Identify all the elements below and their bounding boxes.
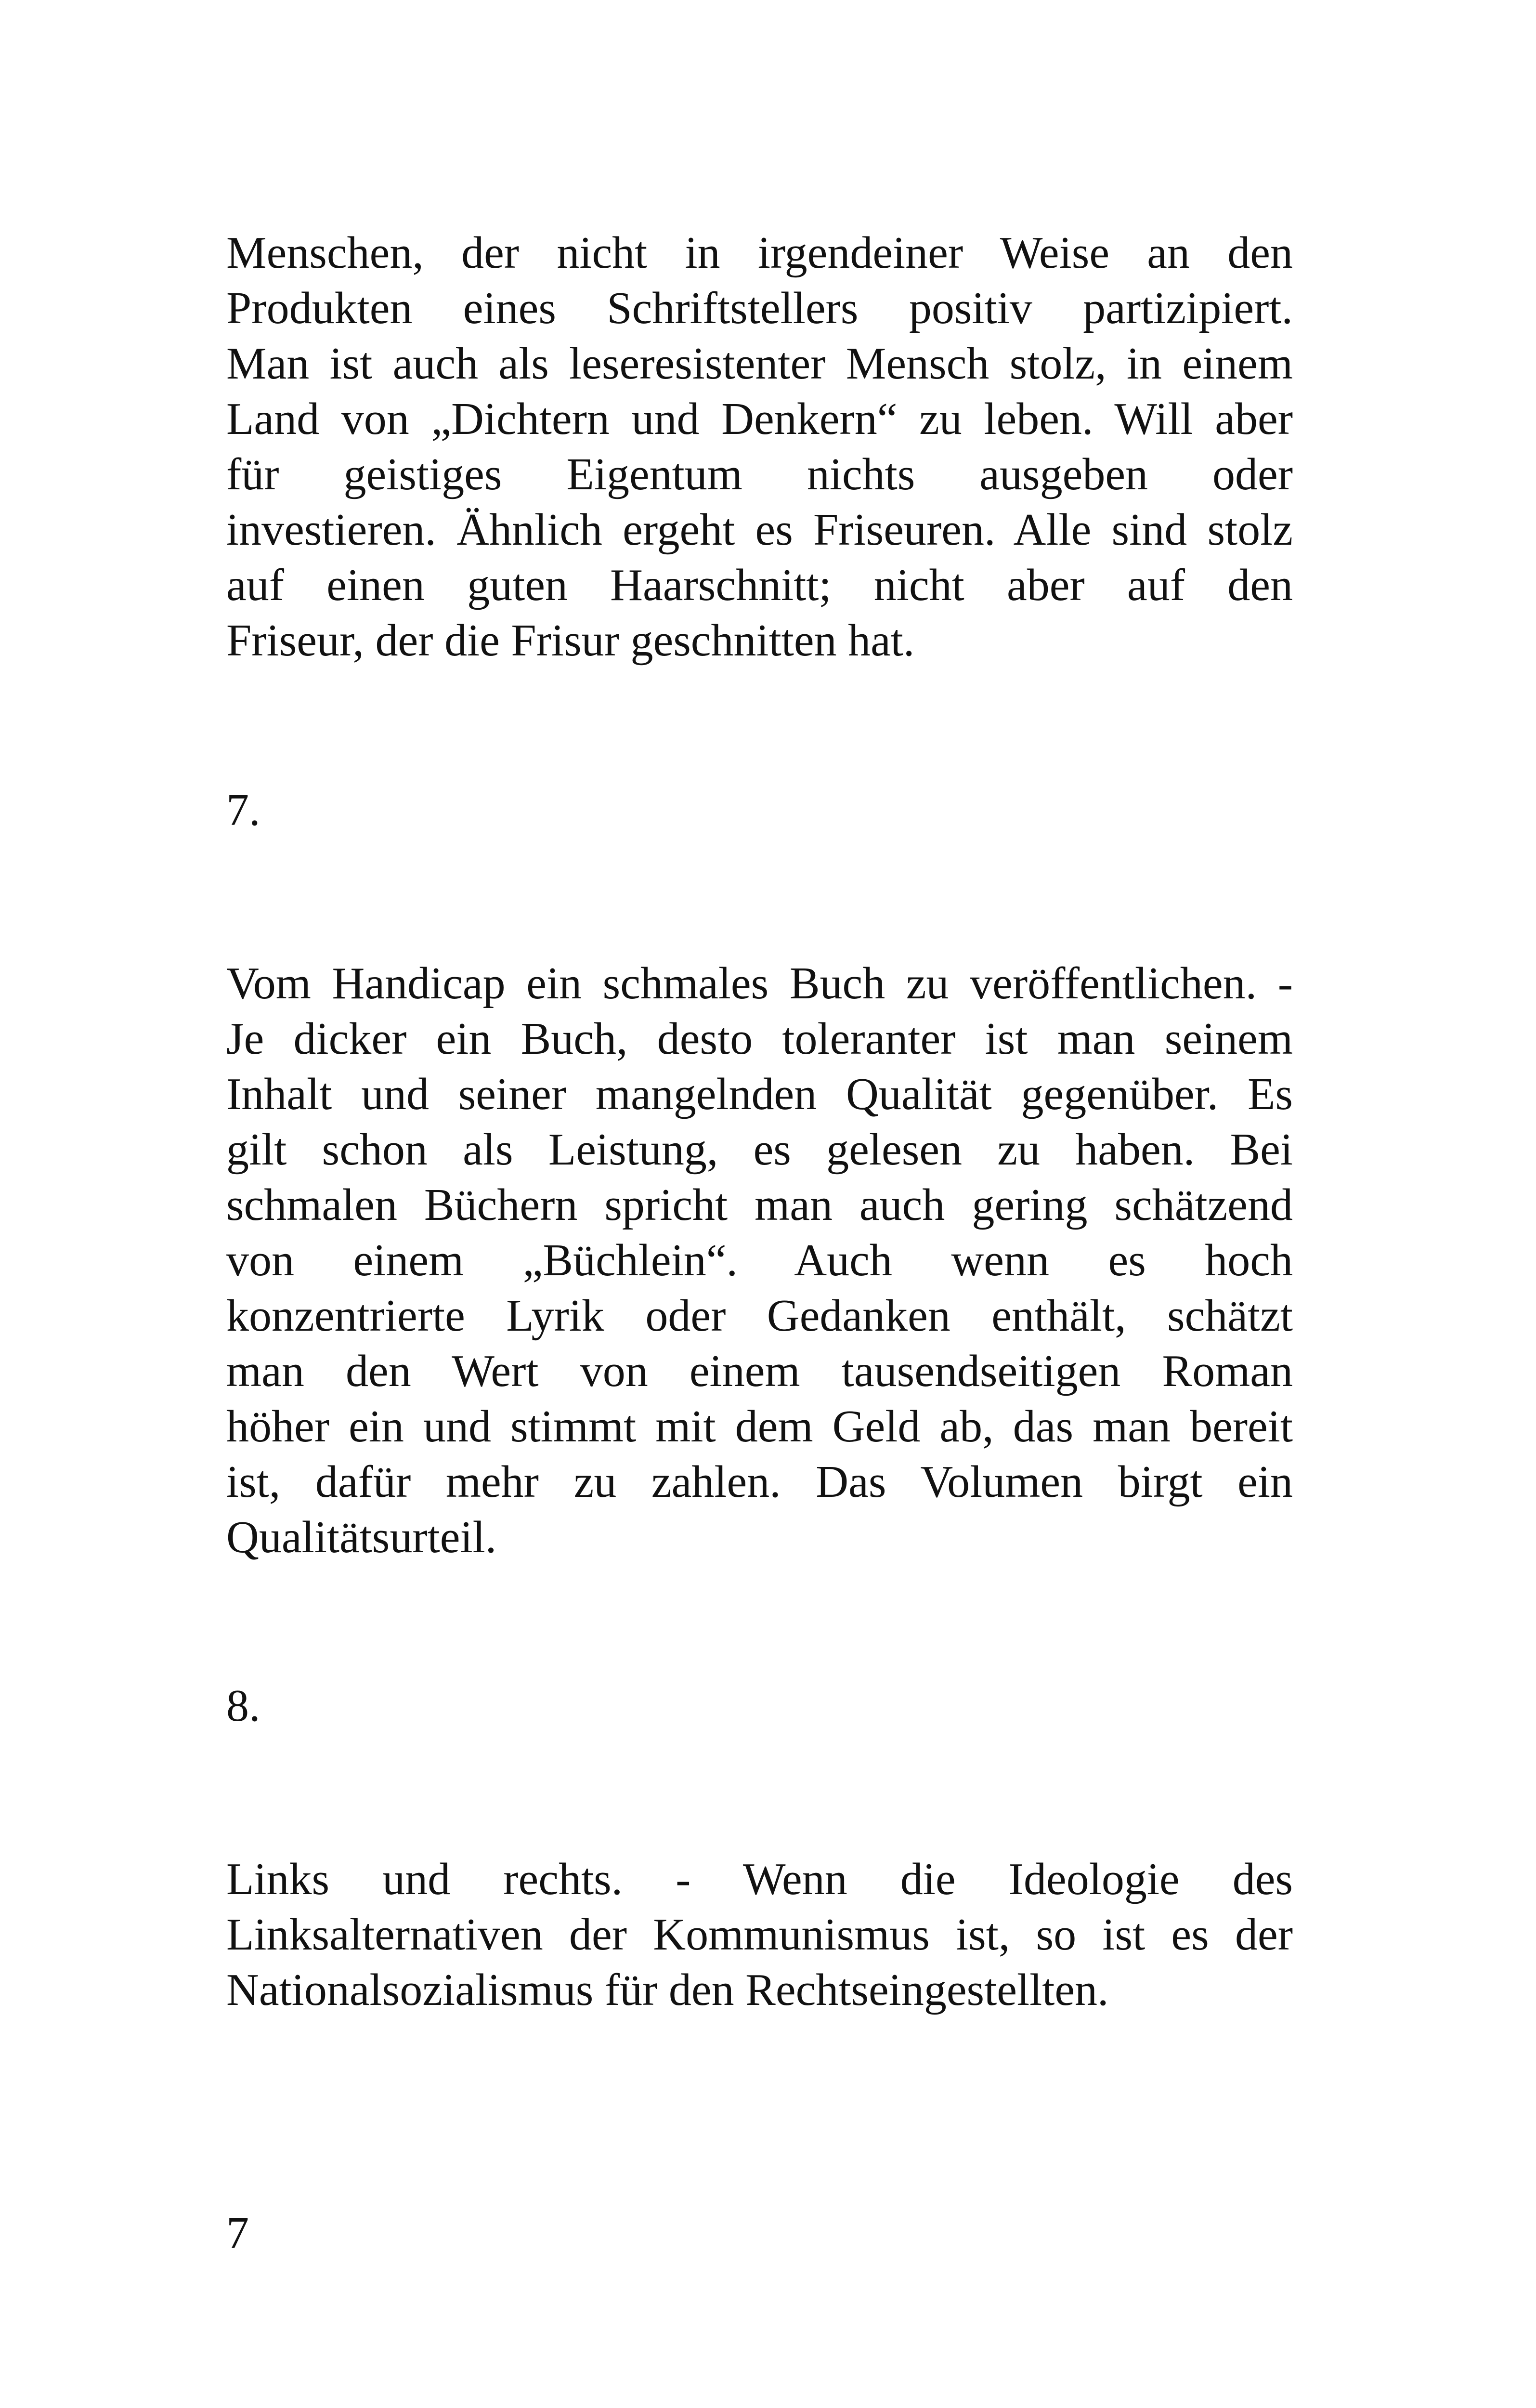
text-line: investieren. Ähnlich ergeht es Friseuren. Alle sind stolz <box>226 505 1293 555</box>
paragraph-3 <box>226 1852 1293 2018</box>
section-number <box>226 1678 1293 1734</box>
text-line: Produkten eines Schriftstellers positiv partizipiert. <box>226 283 1293 333</box>
paragraph-2 <box>226 956 1293 1565</box>
text-line: man den Wert von einem tausendseitigen Roman <box>226 1346 1293 1396</box>
text-line: höher ein und stimmt mit dem Geld ab, das man bereit <box>226 1401 1293 1452</box>
text-line: gilt schon als Leistung, es gelesen zu haben. Bei <box>226 1125 1293 1175</box>
text-line: Friseur, der die Frisur geschnitten hat. <box>226 615 915 666</box>
text-line: Man ist auch als leseresistenter Mensch stolz, in einem <box>226 339 1293 389</box>
text-line: Links und rechts. - Wenn die Ideologie des <box>226 1854 1293 1904</box>
text-line: Vom Handicap ein schmales Buch zu veröffentlichen. - <box>226 958 1293 1008</box>
text-line: Linksalternativen der Kommunismus ist, so ist es der <box>226 1910 1293 1960</box>
text-line: Nationalsozialismus für den Rechtseingestellten. <box>226 1965 1109 2015</box>
section-number-label: 7. <box>226 785 260 835</box>
text-line: für geistiges Eigentum nichts ausgeben oder <box>226 449 1293 499</box>
text-line: Menschen, der nicht in irgendeiner Weise an den <box>226 228 1293 278</box>
page-number: 7 <box>226 2208 249 2258</box>
text-line: von einem „Büchlein“. Auch wenn es hoch <box>226 1235 1293 1285</box>
section-number <box>226 783 1293 838</box>
text-line: Inhalt und seiner mangelnden Qualität gegenüber. Es <box>226 1069 1293 1119</box>
section-number-label: 8. <box>226 1681 260 1731</box>
text-line: Qualitätsurteil. <box>226 1512 497 1562</box>
text-line: Land von „Dichtern und Denkern“ zu leben. Will aber <box>226 394 1293 444</box>
text-line: konzentrierte Lyrik oder Gedanken enthält, schätzt <box>226 1291 1293 1341</box>
text-line: auf einen guten Haarschnitt; nicht aber auf den <box>226 560 1293 610</box>
text-line: Je dicker ein Buch, desto toleranter ist man seinem <box>226 1014 1293 1064</box>
text-line: ist, dafür mehr zu zahlen. Das Volumen birgt ein <box>226 1457 1293 1507</box>
paragraph-1 <box>226 225 1293 668</box>
text-line: schmalen Büchern spricht man auch gering schätzend <box>226 1180 1293 1230</box>
